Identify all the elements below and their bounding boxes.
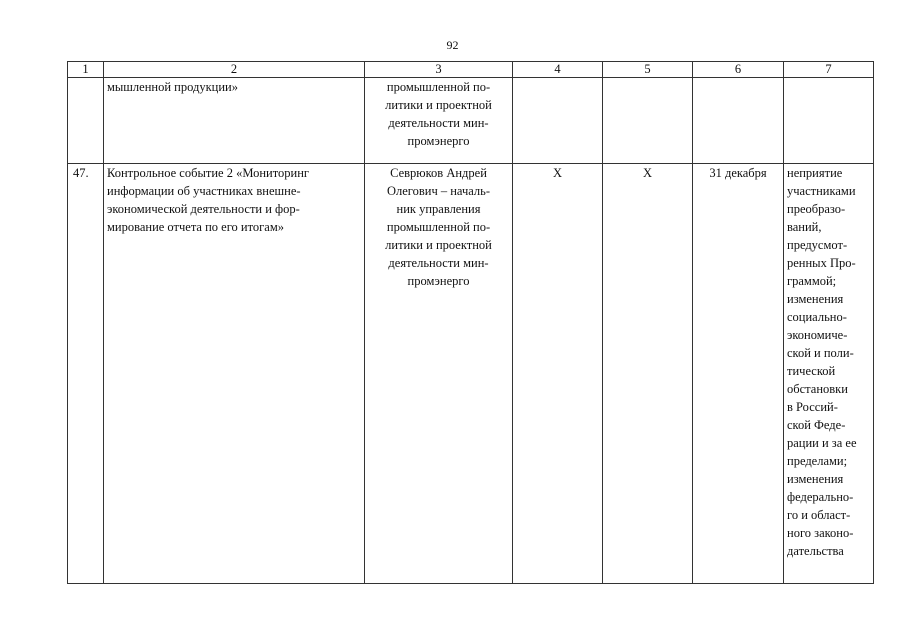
header-cell-5: 5 xyxy=(603,62,693,78)
cont-responsible-line: литики и проектной xyxy=(385,98,492,112)
row47-risk-line: ской и поли- xyxy=(787,346,854,360)
row47-event-line: мирование отчета по его итогам» xyxy=(107,220,284,234)
row47-risk-line: ренных Про- xyxy=(787,256,856,270)
row47-risk-line: экономиче- xyxy=(787,328,848,342)
row47-responsible-line: промэнерго xyxy=(407,274,470,288)
row47-risk-line: в Россий- xyxy=(787,400,838,414)
row47-responsible xyxy=(365,164,513,584)
cont-responsible-line: промэнерго xyxy=(407,134,470,148)
header-cell-6: 6 xyxy=(693,62,784,78)
row47-risk-line: граммой; xyxy=(787,274,837,288)
table-row-continuation xyxy=(68,78,874,164)
table-row-47 xyxy=(68,164,874,584)
row47-responsible-line: деятельности мин- xyxy=(388,256,489,270)
row47-event-line: Контрольное событие 2 «Мониторинг xyxy=(107,166,310,180)
row47-responsible-line: промышленной по- xyxy=(386,220,491,234)
row47-risk-line: предусмот- xyxy=(787,238,848,252)
row47-risk-line: обстановки xyxy=(787,382,848,396)
header-cell-4: 4 xyxy=(513,62,603,78)
page-number: 92 xyxy=(446,38,459,52)
row47-event xyxy=(104,164,365,584)
row47-col5: Х xyxy=(603,164,693,584)
row47-risk-line: федерально- xyxy=(787,490,854,504)
row47-number: 47. xyxy=(68,164,104,584)
cont-cell-responsible xyxy=(365,78,513,164)
row47-risk-line: ваний, xyxy=(787,220,822,234)
row47-responsible-line: ник управления xyxy=(396,202,481,216)
row47-deadline: 31 декабря xyxy=(693,164,784,584)
cont-cell-4 xyxy=(513,78,603,164)
row47-risk-line: дательства xyxy=(787,544,844,558)
row47-risk-line: пределами; xyxy=(787,454,848,468)
row47-risk-line: неприятие xyxy=(787,166,843,180)
row47-risk-line: тической xyxy=(787,364,836,378)
row47-risks xyxy=(784,164,874,584)
row47-risk-line: рации и за ее xyxy=(787,436,857,450)
row47-risk-line: изменения xyxy=(787,292,844,306)
row47-risk-line: изменения xyxy=(787,472,844,486)
header-cell-1: 1 xyxy=(68,62,104,78)
cont-cell-event xyxy=(104,78,365,164)
row47-event-line: экономической деятельности и фор- xyxy=(107,202,300,216)
cont-responsible-line: промышленной по- xyxy=(386,80,491,94)
cont-cell-number xyxy=(68,78,104,164)
row47-risk-line: преобразо- xyxy=(787,202,846,216)
row47-col4: Х xyxy=(513,164,603,584)
row47-risk-line: ного законо- xyxy=(787,526,854,540)
row47-event-line: информации об участниках внешне- xyxy=(107,184,301,198)
row47-responsible-line: Севрюков Андрей xyxy=(390,166,487,180)
cont-cell-6 xyxy=(693,78,784,164)
cont-event-line: мышленной продукции» xyxy=(107,80,238,94)
cont-cell-5 xyxy=(603,78,693,164)
cont-cell-7 xyxy=(784,78,874,164)
cont-responsible-line: деятельности мин- xyxy=(388,116,489,130)
document-table xyxy=(67,61,874,584)
row47-risk-line: социально- xyxy=(787,310,847,324)
row47-risk-line: ской Феде- xyxy=(787,418,846,432)
table-header-row xyxy=(68,62,874,78)
row47-responsible-line: Олегович – началь- xyxy=(386,184,491,198)
row47-risk-line: го и област- xyxy=(787,508,851,522)
header-cell-7: 7 xyxy=(784,62,874,78)
header-cell-3: 3 xyxy=(365,62,513,78)
row47-risk-line: участниками xyxy=(787,184,856,198)
header-cell-2: 2 xyxy=(104,62,365,78)
row47-responsible-line: литики и проектной xyxy=(385,238,492,252)
